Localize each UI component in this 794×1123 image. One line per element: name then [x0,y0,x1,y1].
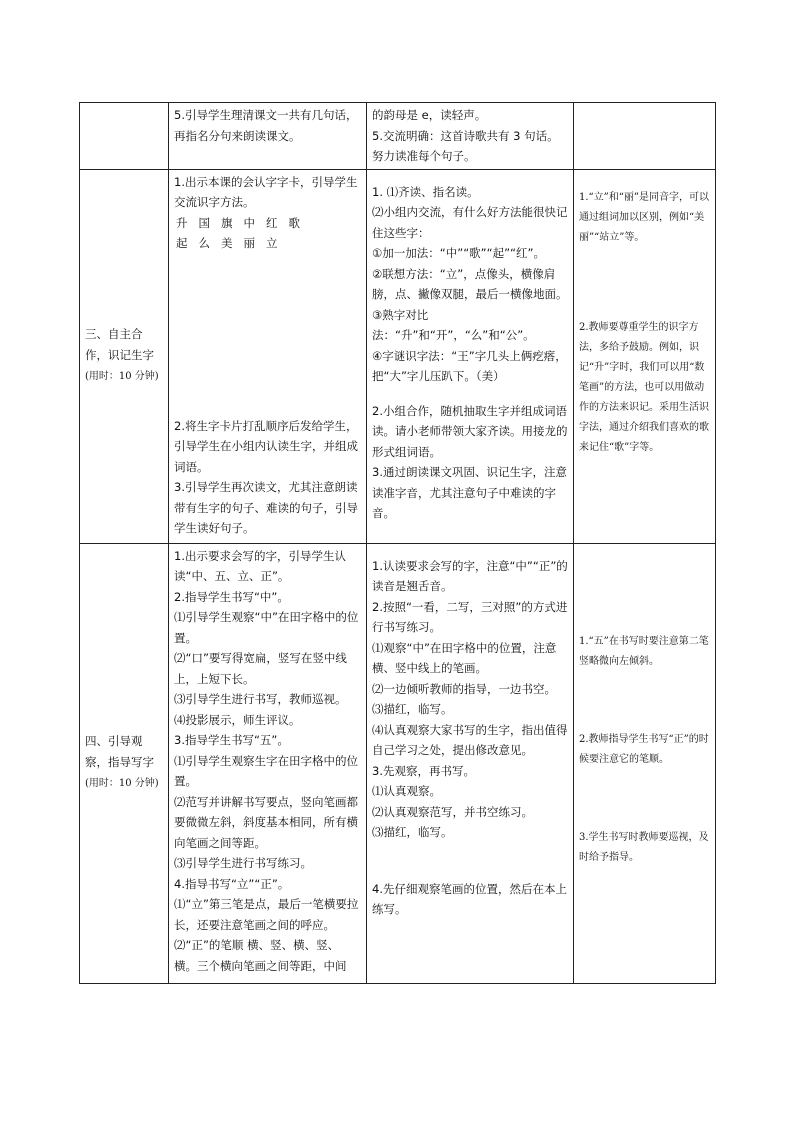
teacher-line: 2.指导学生书写“中”。 [174,589,289,604]
student-line: ①加一加法：“中”“歌”“起”“红”。 [372,246,545,260]
teacher-line: 3.引导学生再次读文，尤其注意朗读带有生字的句子、难读的句子，引导学生读好句子。 [174,480,358,535]
teacher-line: ⑶引导学生进行书写，教师巡视。 [174,692,347,706]
design-note: 2.教师要尊重学生的识字方法，多给予鼓励。例如，识记“升”字时，我们可以用“数笔画”的方法，也可以用做动作的方法来识记。采用生活识字法，通过介绍我们喜欢的歌来记住“歌”字等。 [579,321,709,453]
stage-time: (用时：10 分钟) [85,778,159,790]
stage-cell [80,169,169,543]
lesson-plan-table [79,102,716,984]
student-line: ②联想方法：“立”，点像头，横像肩膀，点、撇像双腿，最后一横像地面。 [372,266,568,301]
stage-title: 四、引导观察，指导写字 [85,734,154,769]
student-line: 1.认读要求会写的字，注意“中”“正”的读音是翘舌音。 [372,558,568,593]
teacher-line: 3.指导学生书写“五”。 [174,733,289,747]
design-note: 3.学生书写时教师要巡视，及时给予指导。 [579,831,709,863]
teacher-line: ⑶引导学生进行书写练习。 [174,856,312,870]
stage-cell-empty [80,103,169,170]
table-row [80,169,716,543]
student-activity-cell [367,543,574,983]
student-line: 的韵母是 e，读轻声。 [372,108,487,122]
teacher-activity-cell [169,169,367,543]
stage-cell [80,543,169,983]
teacher-line: 5.引导学生理清课文一共有几句话，再指名分句来朗读课文。 [174,108,358,143]
design-note-cell [574,169,716,543]
stage-time: (用时：10 分钟) [85,371,159,383]
teacher-line: ⑴引导学生观察“中”在田字格中的位置。 [174,610,359,645]
student-line: ⑴观察“中”在田字格中的位置，注意横、竖中线上的笔画。 [372,640,557,675]
design-note-cell [574,103,716,170]
student-line: 5.交流明确：这首诗歌共有 3 句话。努力读准每个句子。 [372,128,559,163]
student-line: ⑴认真观察。 [372,784,441,798]
teacher-line: 4.指导书写“立”“正”。 [174,876,290,891]
design-note-cell [574,543,716,983]
student-line: ⑶描红，临写。 [372,702,453,716]
student-line: 1. ⑴齐读、指名读。 [372,184,479,199]
student-line: 3.先观察，再书写。 [372,763,475,778]
student-line: ⑷认真观察大家书写的生字，指出值得自己学习之处，提出修改意见。 [372,722,568,757]
design-note: 2.教师指导学生书写“正”的时候要注意它的笔顺。 [579,733,709,765]
student-line: 2.按照“一看，二写，三对照”的方式进行书写练习。 [372,599,568,634]
teacher-line: 1.出示要求会写的字，引导学生认读“中、五、立、正”。 [174,548,346,583]
student-line: 2.小组合作，随机抽取生字并组成词语读。请小老师带领大家齐读。用接龙的形式组词语。 [372,403,568,459]
student-line: ④字谜识字法：“王”字几头上俩疙瘩，把“大”字儿压趴下。（美） [372,348,567,383]
student-line: 4.先仔细观察笔画的位置，然后在本上练写。 [372,881,567,916]
table-row [80,543,716,983]
student-line: 3.通过朗读课文巩固、识记生字，注意读准字音，尤其注意句子中难读的字音。 [372,465,567,520]
teacher-activity-cell [169,543,367,983]
student-activity-cell [367,169,574,543]
teacher-line: ⑴“立”第三笔是点，最后一笔横要拉长，还要注意笔画之间的呼应。 [174,897,359,932]
teacher-line: 1.出示本课的会认字字卡，引导学生交流识字方法。 [174,174,358,209]
student-line: ⑵认真观察范写，并书空练习。 [372,804,533,819]
table-row [80,103,716,170]
design-note: 1.“立”和“丽”是同音字，可以通过组词加以区别，例如“美丽”“站立”等。 [579,191,709,243]
teacher-line: 2.将生字卡片打乱顺序后发给学生，引导学生在小组内认读生字，并组成词语。 [174,418,358,474]
student-activity-cell [367,103,574,170]
teacher-line: ⑵“口”要写得宽扁，竖写在竖中线上，上短下长。 [174,651,347,686]
teacher-line: ⑴引导学生观察生字在田字格中的位置。 [174,753,358,788]
student-line: ⑵小组内交流，有什么好方法能很快记住这些字： [372,205,568,240]
student-line: ③熟字对比法：“升”和“开”，“么”和“公”。 [372,307,535,342]
teacher-line: ⑷投影展示，师生评议。 [174,712,301,727]
teacher-line: ⑵范写并讲解书写要点，竖向笔画都要微微左斜，斜度基本相同，所有横向笔画之间等距。 [174,794,358,850]
student-line: ⑶描红，临写。 [372,825,453,839]
teacher-line: ⑵“正”的笔顺 横、竖、横、竖、横。三个横向笔画之间等距，中间 [174,938,347,973]
character-list: 起么美丽立 [176,236,289,250]
stage-title: 三、自主合作，识记生字 [85,327,154,362]
character-list: 升国旗中红歌 [176,215,311,230]
teacher-activity-cell [169,103,367,170]
design-note: 1.“五”在书写时要注意第二笔竖略微向左倾斜。 [579,635,709,667]
student-line: ⑵一边倾听教师的指导，一边书空。 [372,681,556,696]
